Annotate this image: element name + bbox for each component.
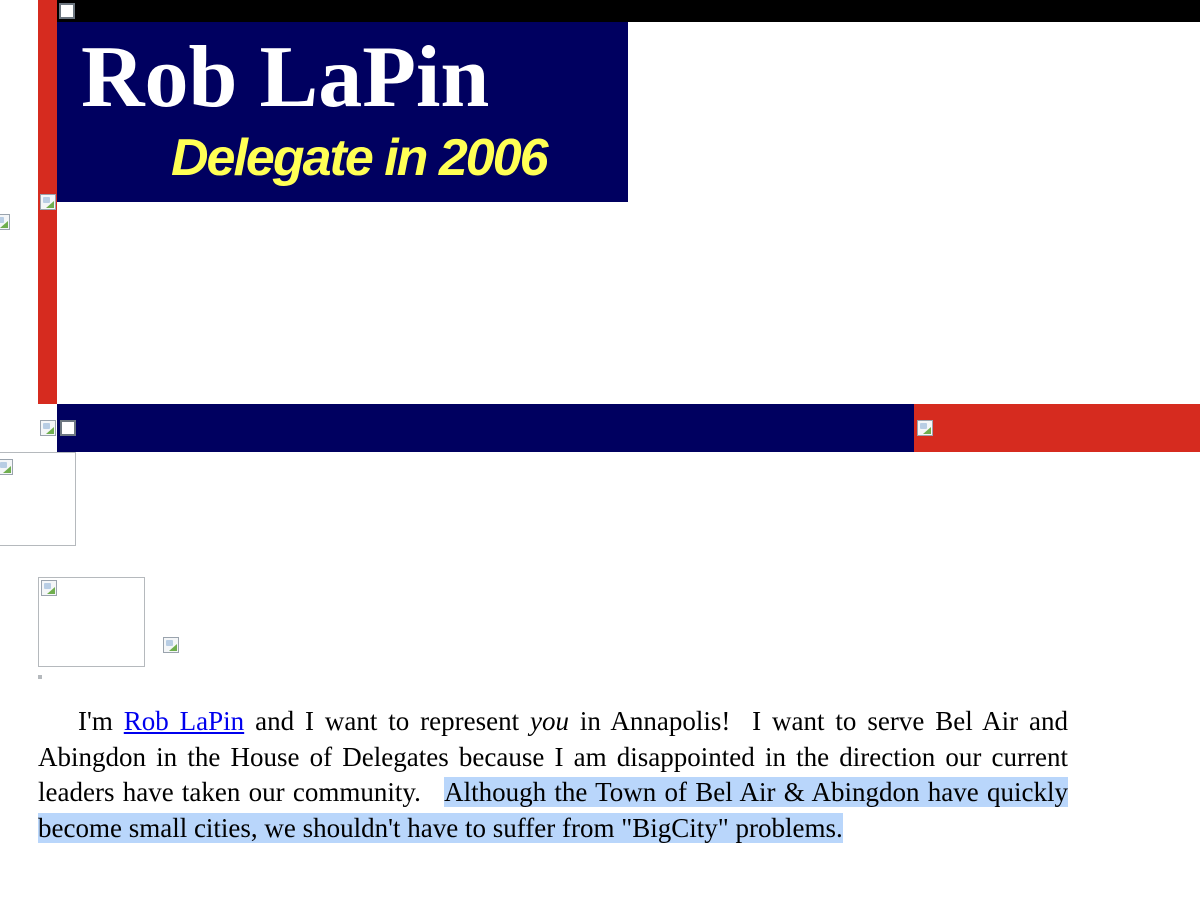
banner-name: Rob LaPin xyxy=(81,29,490,126)
candidate-name-link[interactable]: Rob LaPin xyxy=(123,706,245,736)
selected-text: Although the Town of Bel Air & Abingdon have quickly become small cities, we shouldn't have to suffer from "BigCity" problems. xyxy=(38,777,1068,843)
image-placeholder-frame xyxy=(38,577,145,667)
intro-paragraph xyxy=(38,704,1075,846)
intro-emphasis: you xyxy=(530,706,570,736)
square-icon xyxy=(60,420,76,436)
square-icon xyxy=(59,3,75,19)
nav-bar-red-section xyxy=(914,404,1200,452)
image-placeholder-frame xyxy=(0,452,76,546)
banner-tagline: Delegate in 2006 xyxy=(171,129,547,187)
broken-image-icon xyxy=(0,214,10,230)
nav-bar xyxy=(57,404,914,452)
intro-text: in Annapolis! I want to serve Bel Air and Abingdon in the House of Delegates because I am disappointed in the direction our current leaders have taken our community. xyxy=(38,706,1075,807)
broken-image-icon xyxy=(0,459,13,475)
broken-image-icon xyxy=(41,580,57,596)
intro-text: and I want to represent xyxy=(244,706,531,736)
top-black-bar xyxy=(57,0,1200,22)
broken-image-icon xyxy=(40,420,56,436)
intro-text: I'm xyxy=(78,706,124,736)
spacer-pixel xyxy=(38,675,42,679)
broken-image-icon xyxy=(917,420,933,436)
header-banner xyxy=(57,22,628,202)
broken-image-icon xyxy=(163,637,179,653)
broken-image-icon xyxy=(40,194,56,210)
